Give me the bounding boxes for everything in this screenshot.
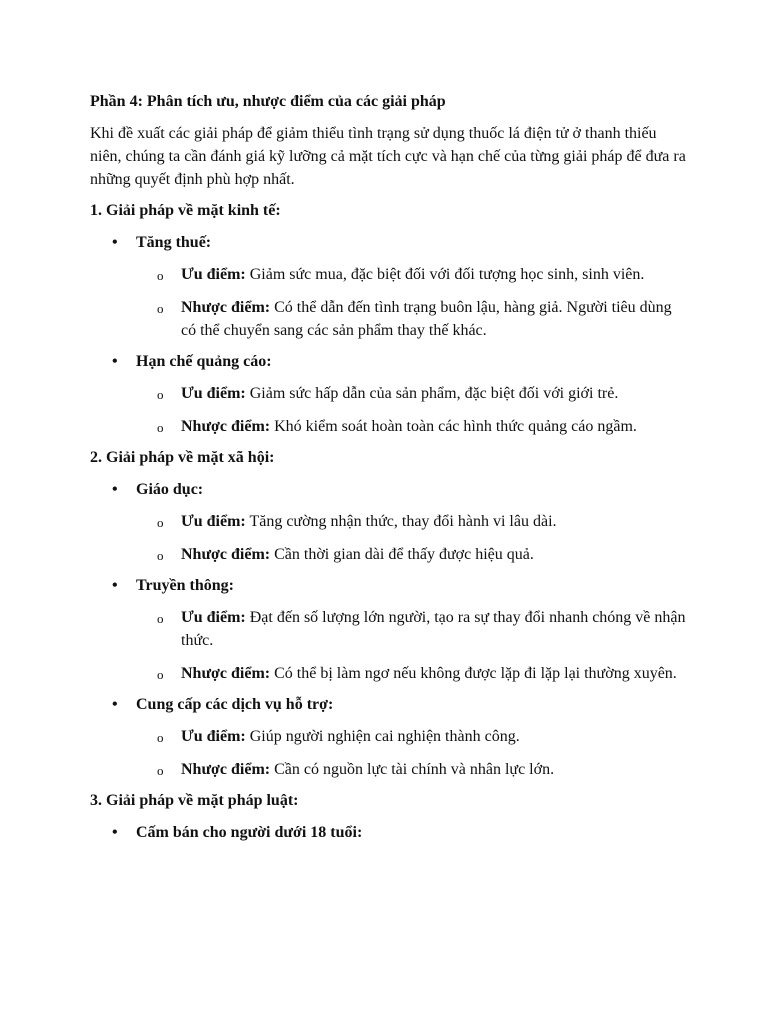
section-list xyxy=(90,821,690,845)
sub-item-text: Đạt đến số lượng lớn người, tạo ra sự thay đổi nhanh chóng về nhận thức. xyxy=(181,609,686,649)
item-label: Tăng thuế: xyxy=(136,234,212,251)
sub-item-text: Tăng cường nhận thức, thay đổi hành vi lâu dài. xyxy=(245,513,557,530)
list-item xyxy=(90,478,690,566)
sub-list-item xyxy=(136,415,690,438)
sub-item-text: Giảm sức hấp dẫn của sản phẩm, đặc biệt đối với giới trẻ. xyxy=(245,385,619,402)
bullet-icon: • xyxy=(112,481,118,498)
item-label: Cấm bán cho người dưới 18 tuổi: xyxy=(136,824,363,841)
item-label: Hạn chế quảng cáo: xyxy=(136,353,272,370)
sub-list xyxy=(136,263,690,342)
sub-list-item xyxy=(136,606,690,652)
sub-list-item xyxy=(136,543,690,566)
item-label: Giáo dục: xyxy=(136,481,204,498)
sub-list-item xyxy=(136,662,690,685)
section-list xyxy=(90,478,690,781)
sub-item-label: Ưu điểm: xyxy=(181,385,246,402)
section-title: 1. Giải pháp về mặt kinh tế: xyxy=(90,202,281,219)
item-label: Truyền thông: xyxy=(136,577,234,594)
list-item xyxy=(90,231,690,342)
circle-bullet-icon: o xyxy=(157,730,164,745)
sub-item-label: Ưu điểm: xyxy=(181,513,246,530)
list-item xyxy=(90,821,690,845)
sub-item-text: Giúp người nghiện cai nghiện thành công. xyxy=(245,728,520,745)
circle-bullet-icon: o xyxy=(157,301,164,316)
list-item xyxy=(90,350,690,438)
bullet-icon: • xyxy=(112,234,118,251)
sub-list xyxy=(136,606,690,685)
sub-list-item xyxy=(136,296,690,342)
sub-list xyxy=(136,382,690,438)
sub-item-text: Có thể dẫn đến tình trạng buôn lậu, hàng giả. Người tiêu dùng có thể chuyển sang các sản phẩm thay thế khác. xyxy=(181,299,672,339)
circle-bullet-icon: o xyxy=(157,268,164,283)
list-item xyxy=(90,693,690,781)
section-title: 2. Giải pháp về mặt xã hội: xyxy=(90,449,275,466)
sub-item-text: Khó kiểm soát hoàn toàn các hình thức quảng cáo ngầm. xyxy=(270,418,637,435)
bullet-icon: • xyxy=(112,353,118,370)
circle-bullet-icon: o xyxy=(157,548,164,563)
circle-bullet-icon: o xyxy=(157,763,164,778)
sub-item-label: Ưu điểm: xyxy=(181,609,246,626)
circle-bullet-icon: o xyxy=(157,667,164,682)
sub-item-text: Cần thời gian dài để thấy được hiệu quả. xyxy=(270,546,534,563)
sub-list-item xyxy=(136,510,690,533)
sub-item-label: Ưu điểm: xyxy=(181,728,246,745)
sub-item-text: Cần có nguồn lực tài chính và nhân lực lớn. xyxy=(270,761,555,778)
bullet-icon: • xyxy=(112,824,118,841)
sections-container xyxy=(90,199,690,845)
sub-list-item xyxy=(136,263,690,286)
sub-item-label: Ưu điểm: xyxy=(181,266,246,283)
circle-bullet-icon: o xyxy=(157,387,164,402)
circle-bullet-icon: o xyxy=(157,611,164,626)
item-label: Cung cấp các dịch vụ hỗ trợ: xyxy=(136,696,334,713)
sub-item-label: Nhược điểm: xyxy=(181,665,271,682)
document-heading: Phần 4: Phân tích ưu, nhược điểm của các giải pháp xyxy=(90,93,446,110)
sub-item-label: Nhược điểm: xyxy=(181,761,271,778)
sub-list-item xyxy=(136,382,690,405)
sub-item-text: Giảm sức mua, đặc biệt đối với đối tượng học sinh, sinh viên. xyxy=(245,266,645,283)
intro-paragraph: Khi đề xuất các giải pháp để giảm thiểu tình trạng sử dụng thuốc lá điện tử ở thanh thiếu niên, chúng ta cần đánh giá kỹ lưỡng cả mặt tích cực và hạn chế của từng giải pháp để đưa ra những quyết định phù hợp nhất. xyxy=(90,125,686,188)
bullet-icon: • xyxy=(112,577,118,594)
sub-list-item xyxy=(136,758,690,781)
sub-item-label: Nhược điểm: xyxy=(181,299,271,316)
circle-bullet-icon: o xyxy=(157,420,164,435)
bullet-icon: • xyxy=(112,696,118,713)
sub-item-label: Nhược điểm: xyxy=(181,546,271,563)
sub-list xyxy=(136,725,690,781)
sub-item-label: Nhược điểm: xyxy=(181,418,271,435)
section-title: 3. Giải pháp về mặt pháp luật: xyxy=(90,792,299,809)
circle-bullet-icon: o xyxy=(157,515,164,530)
sub-list-item xyxy=(136,725,690,748)
list-item xyxy=(90,574,690,685)
document-page xyxy=(90,90,690,853)
sub-list xyxy=(136,510,690,566)
section-list xyxy=(90,231,690,438)
sub-item-text: Có thể bị làm ngơ nếu không được lặp đi lặp lại thường xuyên. xyxy=(270,665,677,682)
